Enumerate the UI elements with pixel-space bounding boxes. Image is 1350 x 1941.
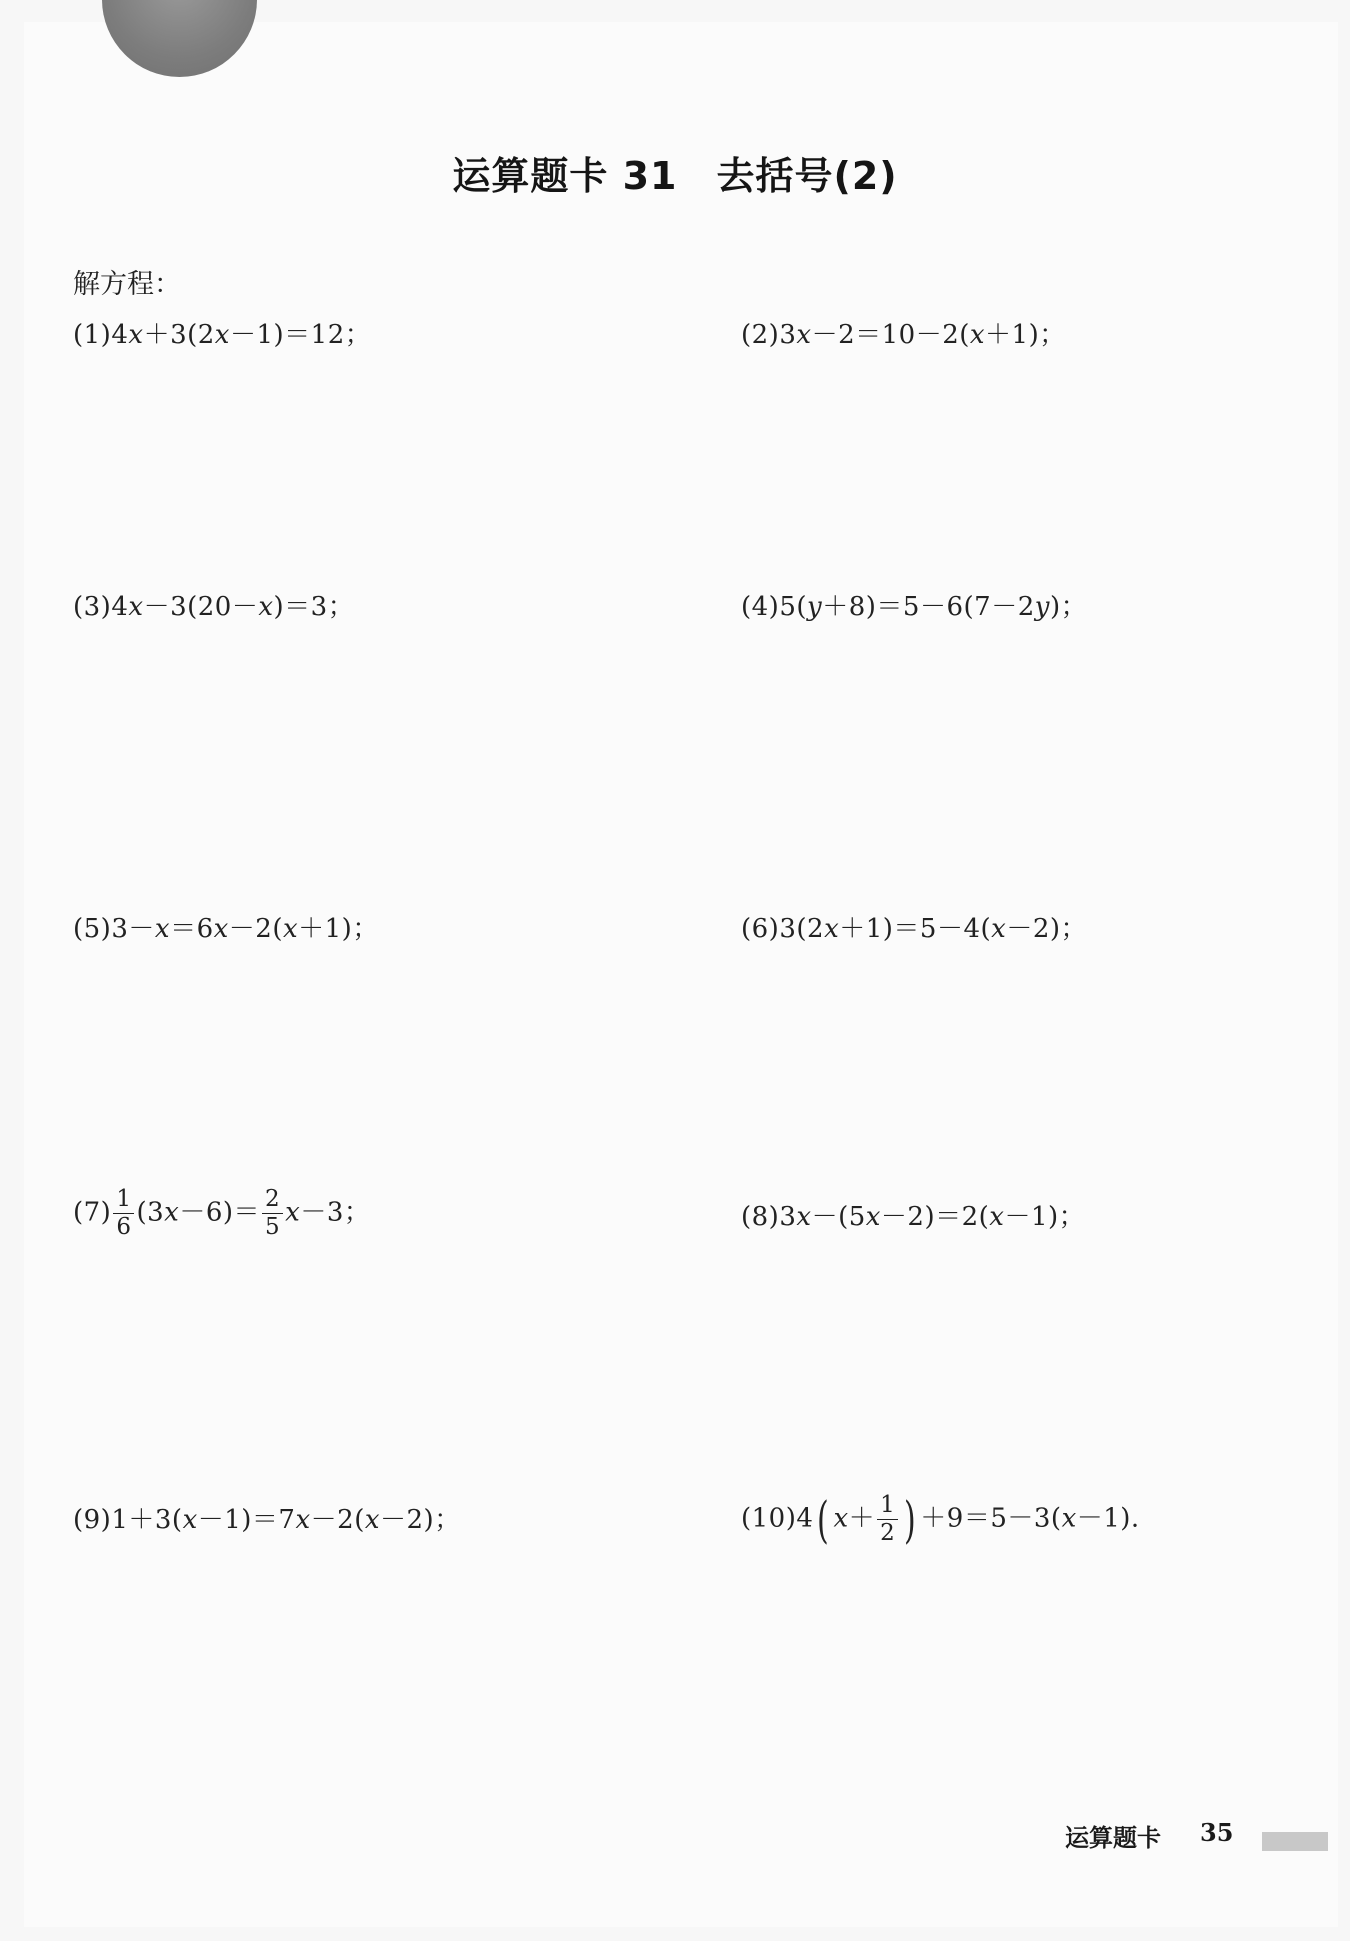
problem-9: (9)1＋3(x－1)＝7x－2(x－2)； (73, 1505, 461, 1535)
problem-7: (7) $\frac{1}{6}$ (3x－6)＝ $\frac{2}{5}$ x－3； (73, 1186, 371, 1240)
page-title: 运算题卡 31 去括号(2) (452, 154, 898, 198)
problem-1: (1)4x＋3(2x－1)＝12； (73, 320, 372, 350)
fraction: $\frac{1}{6}$ (113, 1186, 134, 1241)
page-number: 35 (1200, 1818, 1234, 1847)
problem-8: (8)3x－(5x－2)＝2(x－1)； (741, 1202, 1086, 1232)
problem-2: (2)3x－2＝10－2(x＋1)； (741, 320, 1066, 350)
problem-number: (3) (73, 592, 112, 622)
footer-bar (1262, 1832, 1328, 1851)
problem-number: (1) (73, 320, 112, 350)
problem-number: (10) (741, 1503, 797, 1534)
instruction-text: 解方程： (73, 269, 181, 300)
worksheet-sheet (24, 22, 1338, 1927)
fraction: $\frac{1}{2}$ (877, 1492, 898, 1547)
fraction: $\frac{2}{5}$ (262, 1186, 283, 1241)
problem-10: (10)4( x＋ $\frac{1}{2}$ ) ＋9＝5－3(x－1). (741, 1490, 1140, 1549)
problem-6: (6)3(2x＋1)＝5－4(x－2)； (741, 914, 1088, 944)
corner-decoration (102, 0, 257, 77)
problem-3: (3)4x－3(20－x)＝3； (73, 592, 355, 622)
problem-number: (7) (73, 1197, 112, 1228)
problem-number: (5) (73, 914, 112, 944)
problem-number: (4) (741, 592, 780, 622)
problem-number: (9) (73, 1505, 112, 1535)
problem-number: (2) (741, 320, 780, 350)
problem-number: (8) (741, 1202, 780, 1232)
problem-number: (6) (741, 914, 780, 944)
footer-label: 运算题卡 (1065, 1824, 1161, 1852)
problem-5: (5)3－x＝6x－2(x＋1)； (73, 914, 379, 944)
problem-4: (4)5(y＋8)＝5－6(7－2y)； (741, 592, 1088, 622)
